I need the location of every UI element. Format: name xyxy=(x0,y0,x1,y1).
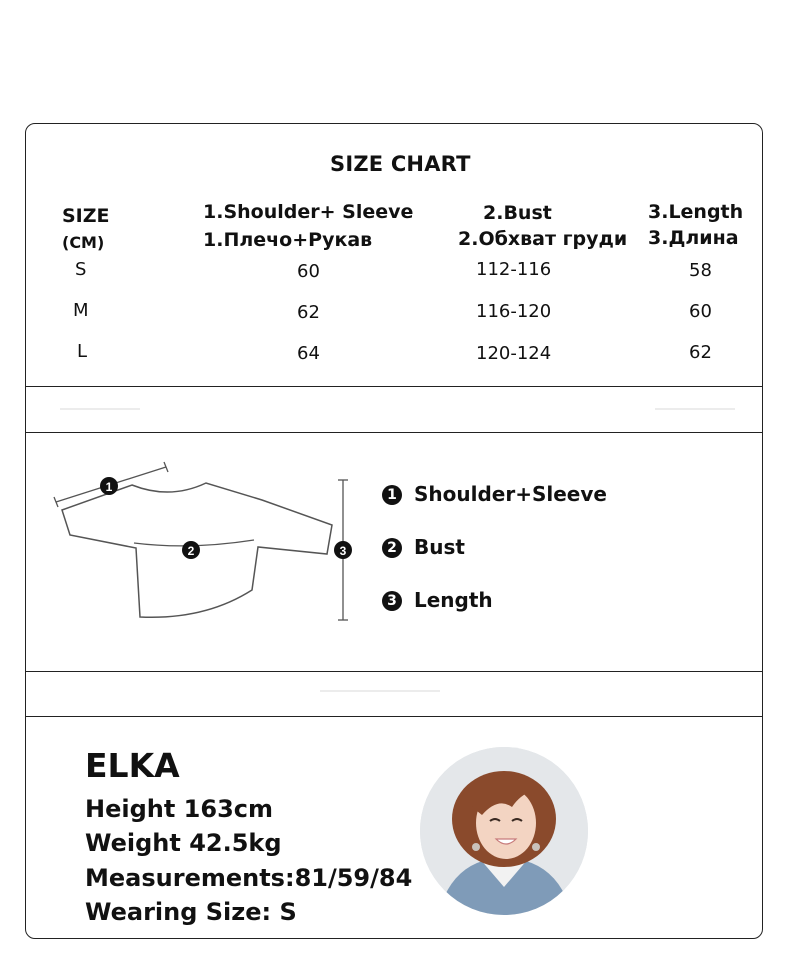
legend-item-length xyxy=(382,588,493,612)
model-wearing-size: Wearing Size: S xyxy=(85,898,297,926)
size-cell: L xyxy=(77,341,88,362)
model-photo xyxy=(420,747,588,915)
model-weight: Weight 42.5kg xyxy=(85,829,282,857)
shoulder-sleeve-cell: 62 xyxy=(297,302,320,323)
bust-header-ru: 2.Обхват груди xyxy=(458,228,628,250)
shoulder-sleeve-header-ru: 1.Плечо+Рукав xyxy=(203,229,373,251)
model-height: Height 163cm xyxy=(85,795,274,823)
model-name: ELKA xyxy=(85,746,180,785)
number-1-icon: 1 xyxy=(382,485,402,505)
marker-3-icon xyxy=(334,541,352,559)
size-cell: S xyxy=(75,259,87,280)
legend-label: Length xyxy=(414,588,493,612)
watermark-line xyxy=(320,690,440,692)
marker-1-label: 1 xyxy=(105,480,113,494)
length-cell: 60 xyxy=(689,301,712,322)
bust-cell: 112-116 xyxy=(476,259,552,280)
shoulder-sleeve-header-en: 1.Shoulder+ Sleeve xyxy=(203,201,414,223)
size-unit: (CM) xyxy=(62,233,105,252)
divider xyxy=(26,671,763,672)
length-header-ru: 3.Длина xyxy=(648,227,739,249)
number-3-icon: 3 xyxy=(382,591,402,611)
bust-cell: 120-124 xyxy=(476,343,552,364)
marker-2-label: 2 xyxy=(187,544,195,558)
bust-cell: 116-120 xyxy=(476,301,552,322)
divider xyxy=(26,386,763,387)
legend-label: Bust xyxy=(414,535,465,559)
length-cell: 58 xyxy=(689,260,712,281)
model-measurements: Measurements:81/59/84 xyxy=(85,864,413,892)
legend-item-shoulder-sleeve xyxy=(382,482,607,506)
legend-item-bust xyxy=(382,535,465,559)
marker-2-icon xyxy=(182,541,200,559)
marker-3-label: 3 xyxy=(339,544,347,558)
number-2-icon: 2 xyxy=(382,538,402,558)
length-header-en: 3.Length xyxy=(648,201,744,223)
length-cell: 62 xyxy=(689,342,712,363)
shoulder-sleeve-cell: 60 xyxy=(297,261,320,282)
size-cell: M xyxy=(73,300,89,321)
bust-header-en: 2.Bust xyxy=(483,202,552,224)
model-avatar xyxy=(420,747,588,915)
watermark-line xyxy=(60,408,140,410)
size-column-header: SIZE xyxy=(62,205,110,227)
legend-label: Shoulder+Sleeve xyxy=(414,482,607,506)
divider xyxy=(26,716,763,717)
watermark-line xyxy=(655,408,735,410)
marker-1-icon xyxy=(100,477,118,495)
garment-diagram xyxy=(40,455,370,635)
shoulder-sleeve-cell: 64 xyxy=(297,343,320,364)
divider xyxy=(26,432,763,433)
size-chart-title: SIZE CHART xyxy=(330,152,471,176)
